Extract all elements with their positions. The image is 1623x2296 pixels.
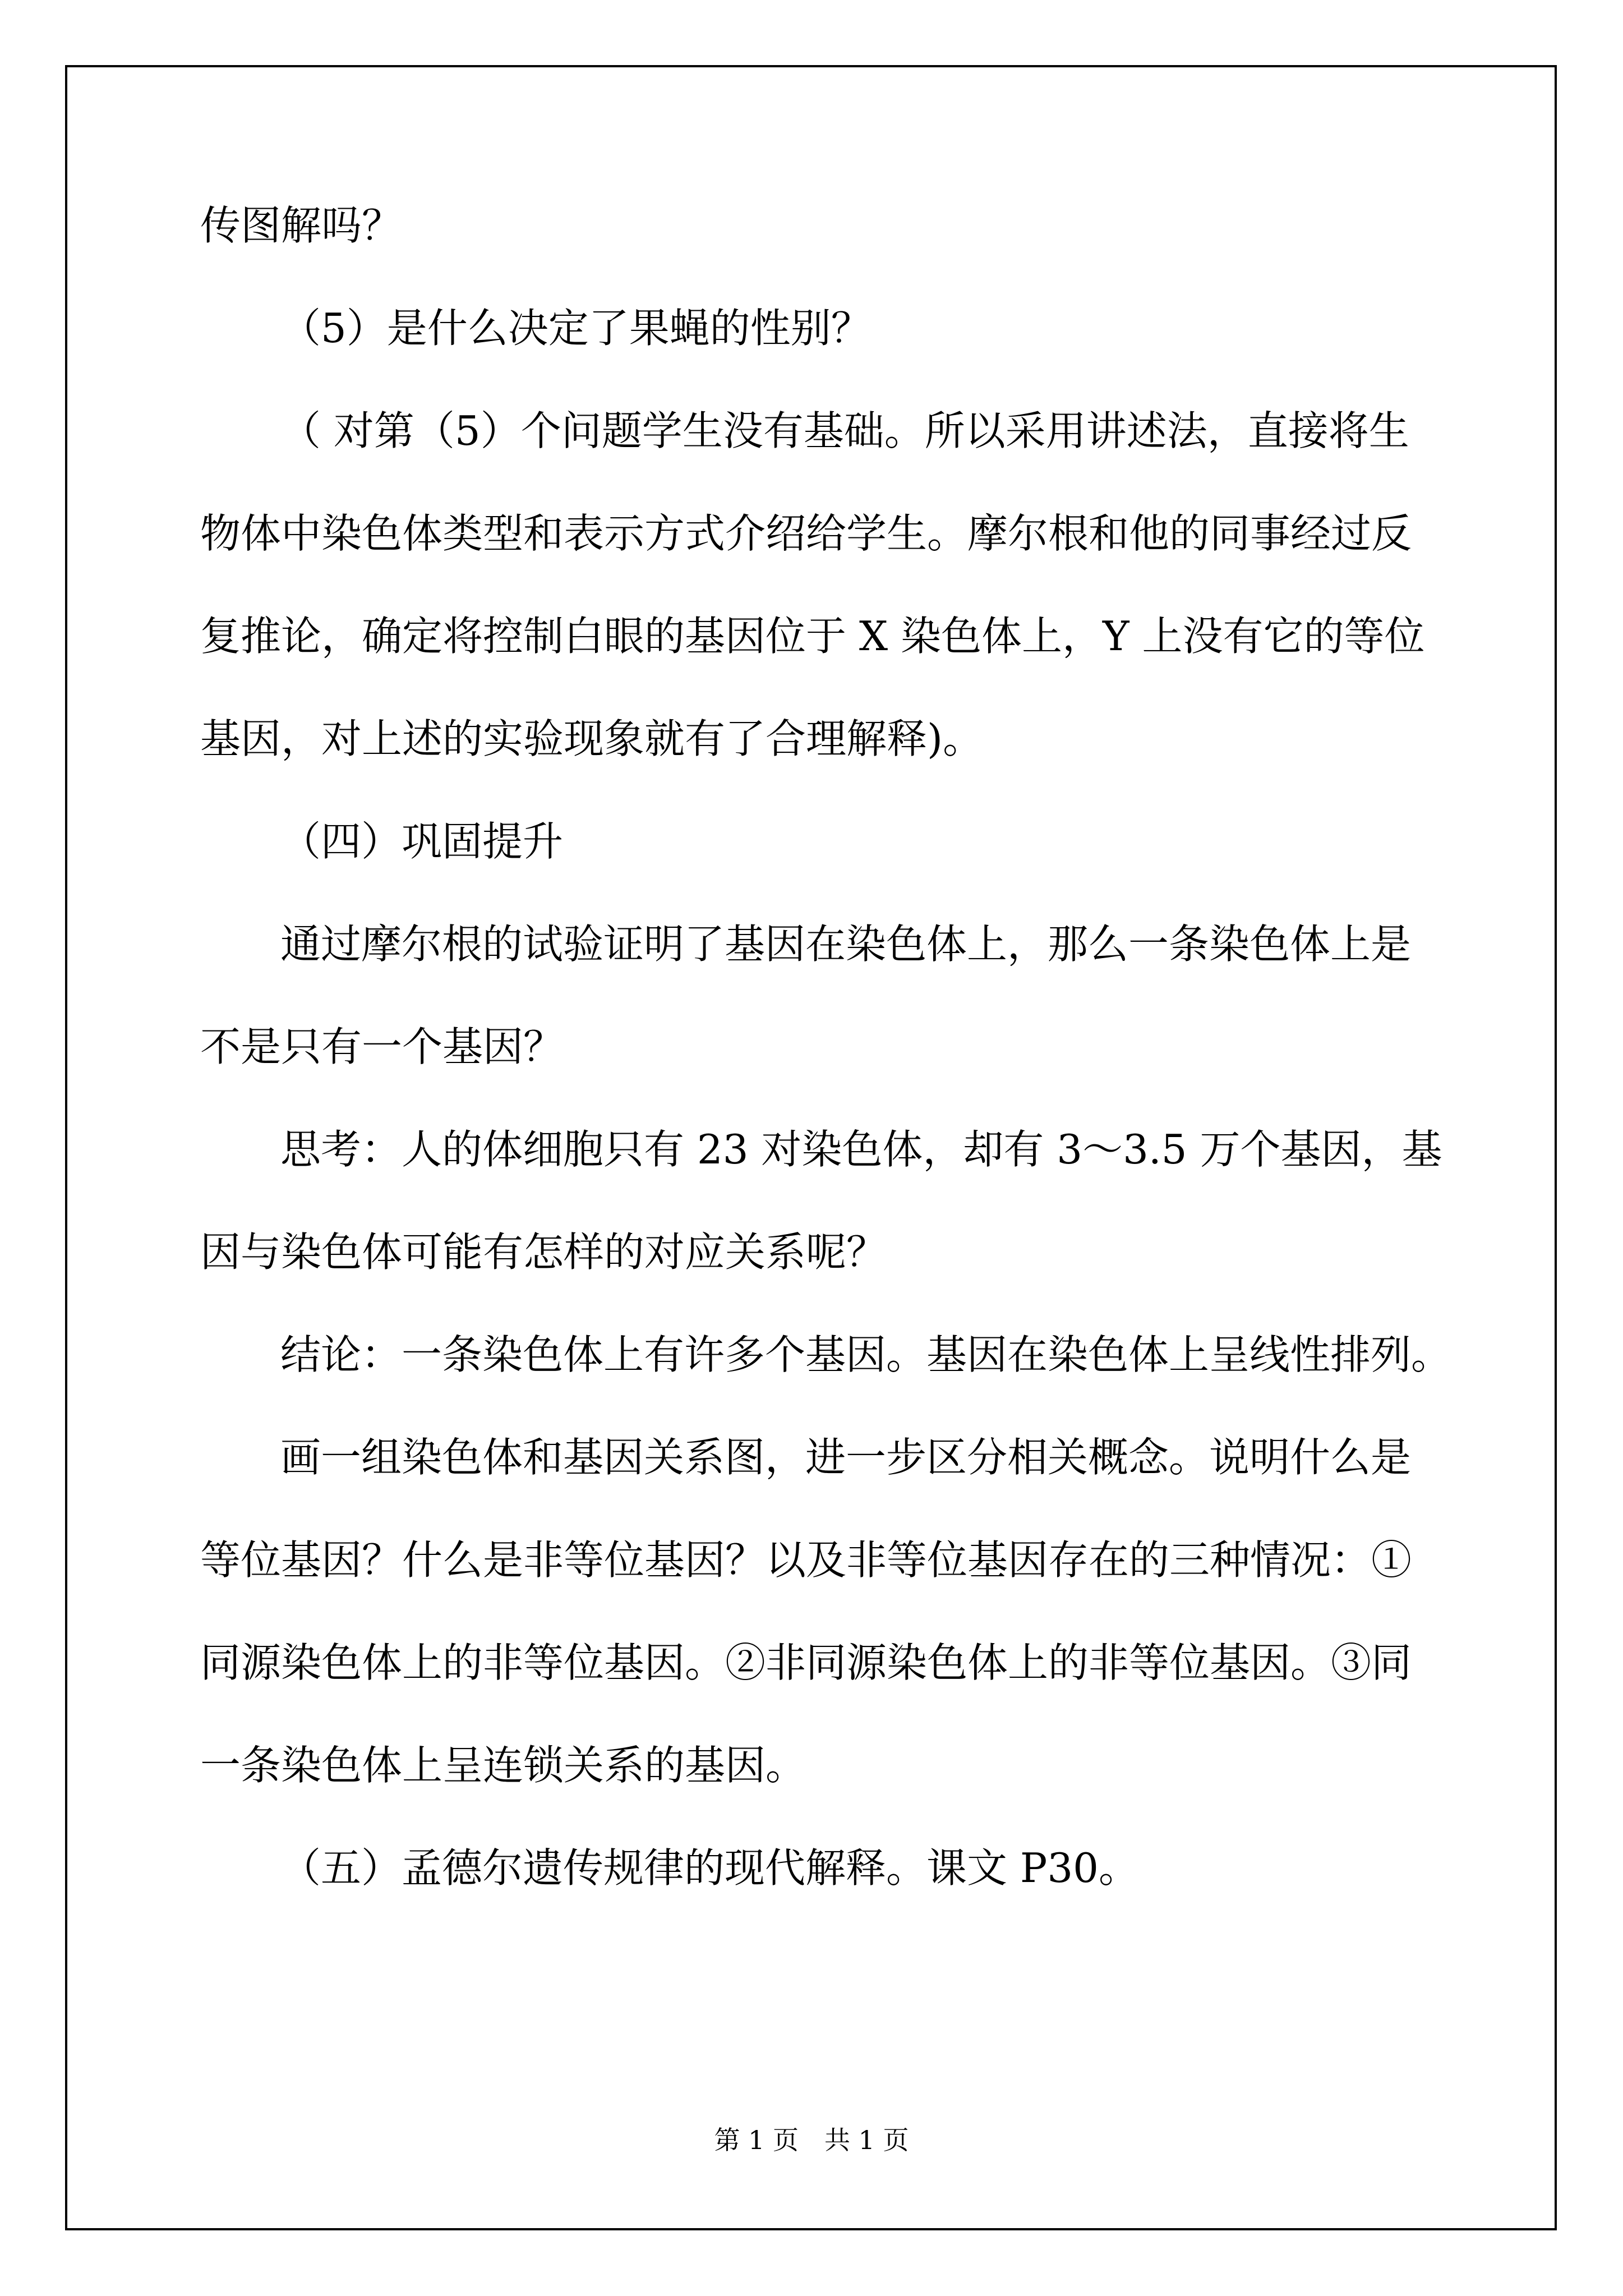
text-line: 因与染色体可能有怎样的对应关系呢？: [200, 1228, 887, 1276]
page-number-footer: 第 1 页 共 1 页: [714, 2125, 909, 2155]
text-line: （5）是什么决定了果蝇的性别？: [280, 305, 872, 352]
text-line: 复推论，确定将控制白眼的基因位于 X 染色体上，Y 上没有它的等位: [200, 613, 1425, 660]
text-line: 传图解吗？: [200, 202, 403, 249]
text-line: 物体中染色体类型和表示方式介绍给学生。摩尔根和他的同事经过反: [200, 510, 1412, 557]
text-line: 同源染色体上的非等位基因。②非同源染色体上的非等位基因。③同: [200, 1639, 1412, 1686]
text-line: 思考：人的体细胞只有 23 对染色体，却有 3～3.5 万个基因，基: [280, 1126, 1442, 1173]
text-line: （ 对第（5）个问题学生没有基础。所以采用讲述法，直接将生: [280, 407, 1409, 454]
section-heading: （五）孟德尔遗传规律的现代解释。课文 P30。: [280, 1844, 1139, 1892]
text-line: 结论：一条染色体上有许多个基因。基因在染色体上呈线性排列。: [280, 1331, 1452, 1378]
text-line: 不是只有一个基因？: [200, 1023, 564, 1070]
text-line: 等位基因？什么是非等位基因？以及非等位基因存在的三种情况：①: [200, 1536, 1412, 1584]
text-line: 通过摩尔根的试验证明了基因在染色体上，那么一条染色体上是: [280, 921, 1412, 968]
text-line: 一条染色体上呈连锁关系的基因。: [200, 1742, 806, 1789]
section-heading: （四）巩固提升: [280, 818, 564, 865]
text-line: 基因，对上述的实验现象就有了合理解释)。: [200, 715, 984, 762]
text-line: 画一组染色体和基因关系图，进一步区分相关概念。说明什么是: [280, 1434, 1412, 1481]
